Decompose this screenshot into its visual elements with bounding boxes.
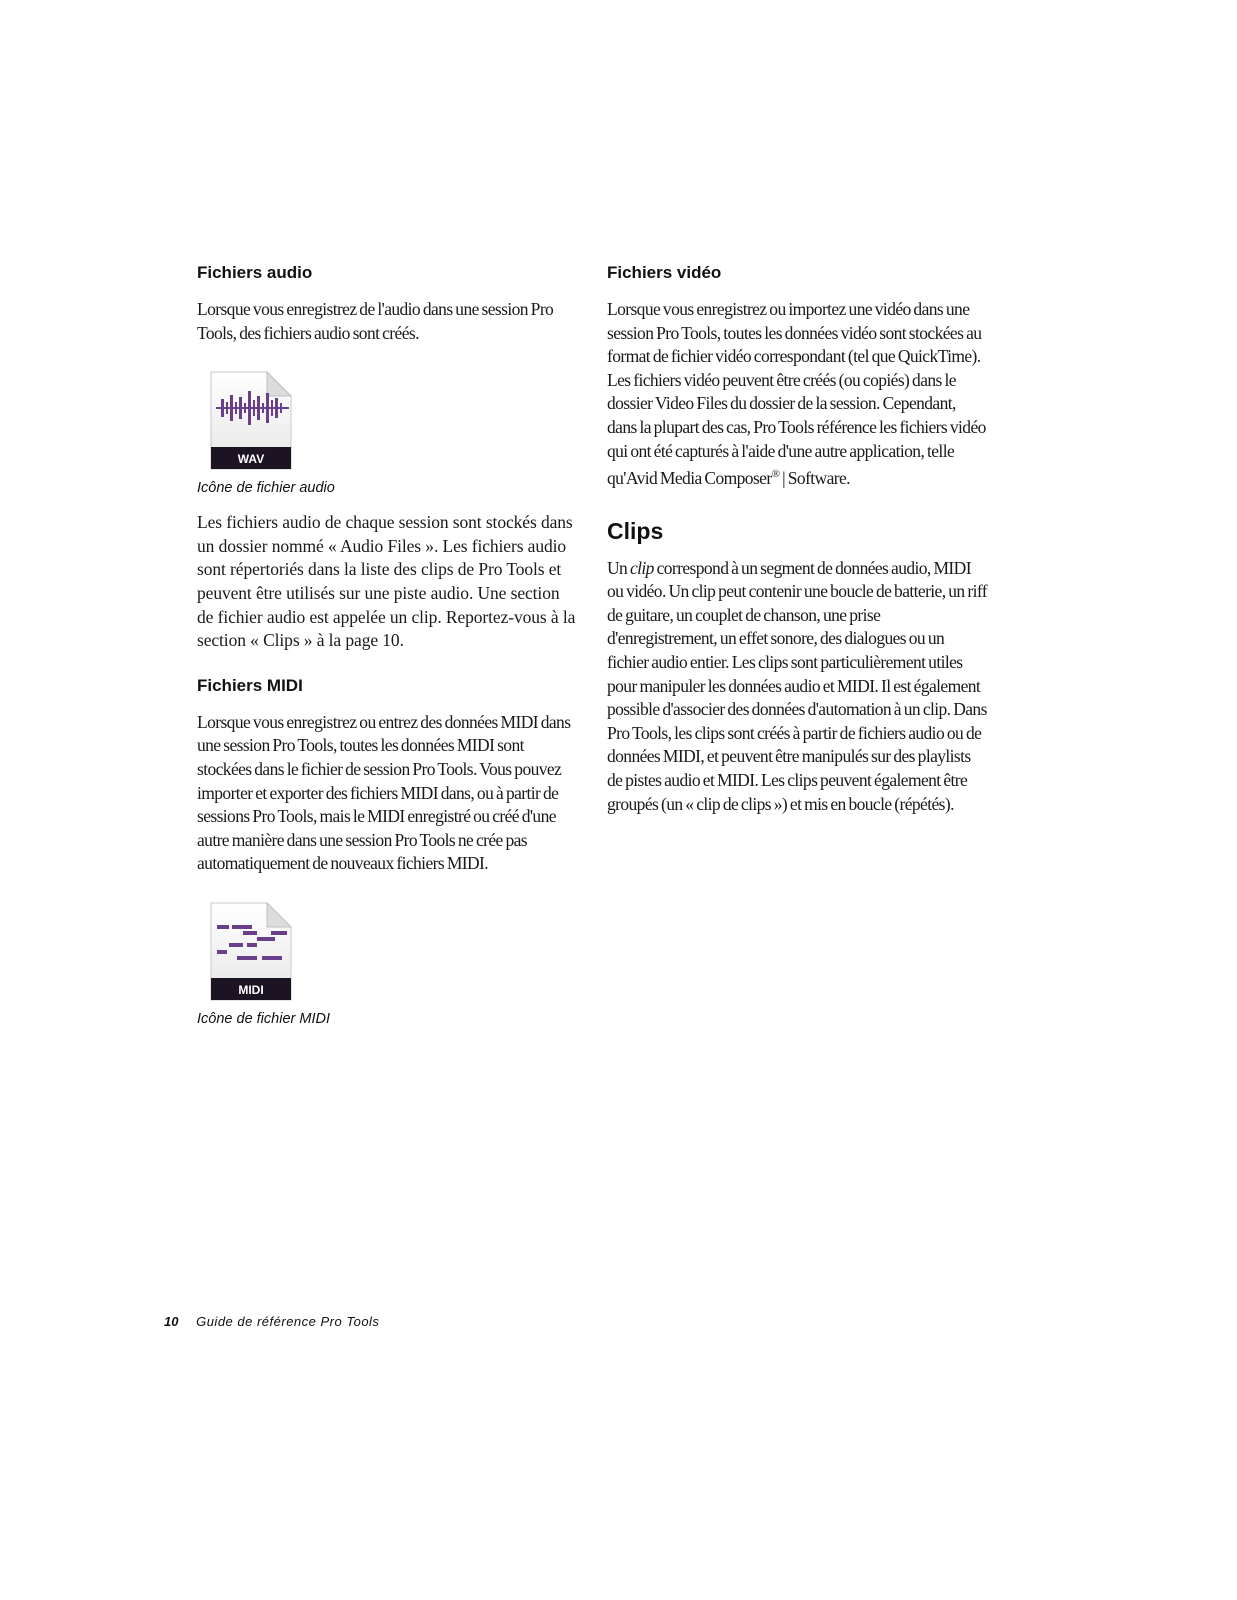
midi-files-body: Lorsque vous enregistrez ou entrez des données MIDI dans une session Pro Tools, toutes les données MIDI sont stockées dans le fichier de session Pro Tools. Vous pouvez importer et exporter des fichiers MIDI dans, ou à partir de sessions Pro Tools, mais le MIDI enregistré ou créé d'une autre manière dans une session Pro Tools ne crée pas automatiquement de nouveaux fichiers MIDI. <box>197 711 571 874</box>
midi-files-heading: Fichiers MIDI <box>197 675 303 695</box>
clips-text: correspond à un segment de données audio, MIDI ou vidéo. Un clip peut contenir une boucle de batterie, un riff de guitare, un couplet de chanson, une prise d'enregistrement, un effet sonore, des dialogues ou un fichier audio entier. Les clips sont particulièrement utiles pour manipuler les données audio et MIDI. Il est également possible d'associer des données d'automation à un clip. Dans Pro Tools, les clips sont créés à partir de fichiers audio ou de données MIDI, et peuvent être manipulés sur des playlists de pistes audio et MIDI. Les clips peuvent également être groupés (un « clip de clips ») et mis en boucle (répétés). <box>607 557 987 814</box>
page-footer <box>164 1314 379 1329</box>
video-files-heading: Fichiers vidéo <box>607 263 722 282</box>
video-files-tail: | Software. <box>779 467 850 488</box>
wav-label: WAV <box>237 452 265 467</box>
page-number: 10 <box>164 1314 179 1329</box>
audio-icon-caption: Icône de fichier audio <box>197 480 335 497</box>
wav-file-icon <box>207 369 297 473</box>
audio-files-intro: Lorsque vous enregistrez de l'audio dans une session Pro Tools, des fichiers audio sont créés. <box>197 299 554 343</box>
midi-label: MIDI <box>238 982 264 997</box>
video-files-text: Lorsque vous enregistrez ou importez une vidéo dans une session Pro Tools, toutes les données vidéo sont stockées au format de fichier vidéo correspondant (tel que QuickTime). Les fichiers vidéo peuvent être créés (ou copiés) dans le dossier Video Files du dossier de la session. Cependant, dans la plupart des cas, Pro Tools référence les fichiers vidéo qui ont été capturés à l'aide d'une autre application, telle qu'Avid Media Composer <box>607 299 986 488</box>
clips-lead: Un <box>607 557 630 578</box>
footer-title: Guide de référence Pro Tools <box>196 1314 380 1329</box>
midi-file-icon <box>207 900 297 1004</box>
clips-term: clip <box>629 557 654 578</box>
midi-file-icon-figure <box>207 900 577 1004</box>
audio-files-body: Les fichiers audio de chaque session sont stockés dans un dossier nommé « Audio Files ». Les fichiers audio sont répertoriés dans la liste des clips de Pro Tools et peuvent être utilisés sur une piste audio. Une section de fichier audio est appelée un clip. Reportez-vous à la section « Clips » à la page 10. <box>197 512 576 651</box>
registered-mark: ® <box>771 468 780 481</box>
clips-body <box>607 557 987 817</box>
audio-files-heading: Fichiers audio <box>197 263 313 282</box>
audio-file-icon-figure <box>207 369 577 473</box>
clips-heading: Clips <box>607 517 664 544</box>
video-files-body <box>607 298 987 491</box>
right-column <box>607 262 987 816</box>
midi-icon-caption: Icône de fichier MIDI <box>197 1010 330 1027</box>
left-column <box>197 262 577 1028</box>
